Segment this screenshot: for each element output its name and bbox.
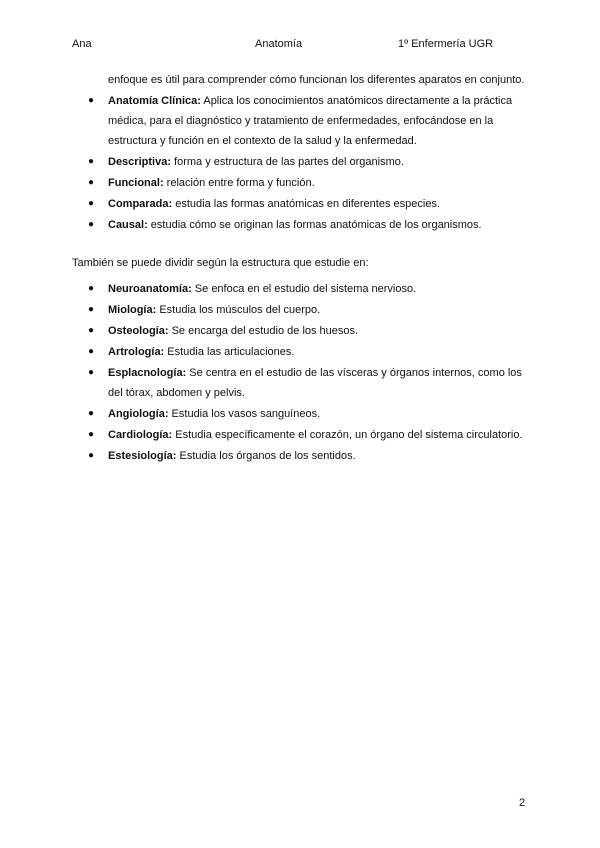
list-item	[72, 300, 528, 320]
item-text: Se encarga del estudio de los huesos.	[168, 325, 359, 337]
list-item	[72, 279, 528, 299]
list-item	[72, 404, 528, 424]
list-item	[72, 173, 528, 193]
item-term: Artrología:	[108, 346, 165, 358]
structure-list	[72, 279, 528, 466]
list-item	[72, 425, 528, 445]
list-item	[72, 194, 528, 214]
list-item	[72, 342, 528, 362]
item-term: Comparada:	[108, 198, 173, 210]
item-text: Estudia las articulaciones.	[164, 346, 295, 358]
item-text: Se enfoca en el estudio del sistema nervioso.	[191, 283, 417, 295]
item-text: Aplica los conocimientos anatómicos directamente a la práctica médica, para el diagnóstico y tratamiento de enfermedades, enfocándose en la estructura y función en el contexto de la salud y la enfermedad.	[108, 95, 513, 147]
item-text: estudia cómo se originan las formas anatómicas de los organismos.	[147, 219, 482, 231]
item-text: forma y estructura de las partes del organismo.	[170, 156, 404, 168]
bullet-icon: ●	[88, 198, 95, 209]
page-body	[72, 70, 528, 467]
list-item	[72, 152, 528, 172]
item-term: Angiología:	[108, 408, 169, 420]
item-term: Neuroanatomía:	[108, 283, 192, 295]
page-number: 2	[519, 797, 526, 809]
item-term: Osteología:	[108, 325, 169, 337]
item-term: Esplacnología:	[108, 367, 187, 379]
list-item	[72, 91, 528, 151]
continued-text: enfoque es útil para comprender cómo funcionan los diferentes aparatos en conjunto.	[108, 74, 525, 86]
page-header	[0, 38, 600, 54]
item-text: Estudia los órganos de los sentidos.	[176, 450, 356, 462]
list-item	[72, 215, 528, 235]
item-text: relación entre forma y función.	[163, 177, 315, 189]
item-text: Estudia específicamente el corazón, un órgano del sistema circulatorio.	[172, 429, 523, 441]
bullet-icon: ●	[88, 429, 95, 440]
bullet-icon: ●	[88, 95, 95, 106]
item-text: estudia las formas anatómicas en diferentes especies.	[172, 198, 440, 210]
item-term: Estesiología:	[108, 450, 177, 462]
bullet-icon: ●	[88, 283, 95, 294]
bullet-icon: ●	[88, 367, 95, 378]
header-author: Ana	[72, 38, 92, 50]
item-text: Estudia los músculos del cuerpo.	[156, 304, 321, 316]
item-text: Se centra en el estudio de las vísceras y órganos internos, como los del tórax, abdomen y pelvis.	[108, 367, 522, 399]
item-term: Funcional:	[108, 177, 164, 189]
list-item	[72, 321, 528, 341]
header-subject: Anatomía	[255, 38, 303, 50]
item-term: Anatomía Clínica:	[108, 95, 201, 107]
intro-paragraph: También se puede dividir según la estructura que estudie en:	[72, 257, 369, 269]
bullet-icon: ●	[88, 156, 95, 167]
item-term: Miología:	[108, 304, 157, 316]
header-course: 1º Enfermería UGR	[398, 38, 494, 50]
bullet-icon: ●	[88, 450, 95, 461]
item-term: Descriptiva:	[108, 156, 171, 168]
item-term: Cardiología:	[108, 429, 173, 441]
bullet-icon: ●	[88, 408, 95, 419]
bullet-icon: ●	[88, 177, 95, 188]
bullet-icon: ●	[88, 219, 95, 230]
bullet-icon: ●	[88, 325, 95, 336]
anatomy-types-list	[72, 91, 528, 235]
list-item	[72, 446, 528, 466]
bullet-icon: ●	[88, 304, 95, 315]
bullet-icon: ●	[88, 346, 95, 357]
list-item	[72, 363, 528, 403]
item-text: Estudia los vasos sanguíneos.	[168, 408, 321, 420]
item-term: Causal:	[108, 219, 148, 231]
